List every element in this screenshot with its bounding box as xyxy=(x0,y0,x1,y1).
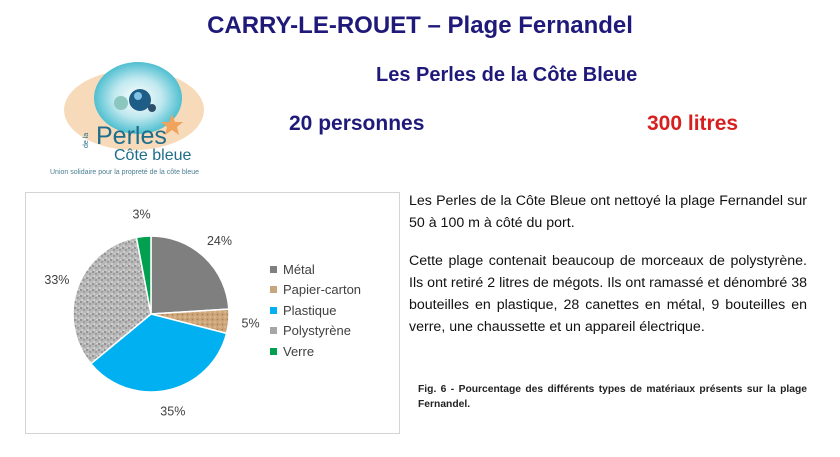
legend-label: Plastique xyxy=(283,302,337,318)
legend-item-verre xyxy=(270,341,361,362)
logo-pearl-small xyxy=(114,96,128,110)
logo xyxy=(48,56,238,180)
legend-item-polystyr-ne xyxy=(270,321,361,342)
legend-swatch xyxy=(270,266,277,273)
persons-count: 20 personnes xyxy=(289,112,425,135)
page-title: CARRY-LE-ROUET – Plage Fernandel xyxy=(207,12,633,39)
paragraph-details: Cette plage contenait beaucoup de morceaux de polystyrène. Ils ont retiré 2 litres de mégots. Ils ont ramassé et dénombré 38 bouteilles en plastique, 28 canettes en métal, 9 bouteilles en verre, une chaussette et un appareil électrique. xyxy=(409,253,807,335)
subtitle: Les Perles de la Côte Bleue xyxy=(376,64,638,86)
paragraph-intro: Les Perles de la Côte Bleue ont nettoyé la plage Fernandel sur 50 à 100 m à côté du port. xyxy=(409,193,807,231)
legend-label: Papier-carton xyxy=(283,282,362,298)
logo-text-cote: Côte bleue xyxy=(114,147,192,164)
legend-item-plastique xyxy=(270,300,361,321)
pie-label-papier-carton: 5% xyxy=(241,316,260,331)
legend-swatch xyxy=(270,286,277,293)
legend-swatch xyxy=(270,348,277,355)
legend-swatch xyxy=(270,327,277,334)
logo-text-perles: Perles xyxy=(96,122,167,150)
pie-label-polystyr-ne: 33% xyxy=(44,273,70,288)
legend-item-m-tal xyxy=(270,259,361,280)
logo-pearl-large xyxy=(129,89,151,111)
pie-label-m-tal: 24% xyxy=(206,234,232,249)
pie-label-plastique: 35% xyxy=(160,404,186,419)
figure-caption: Fig. 6 - Pourcentage des différents types de matériaux présents sur la plage Fernandel. xyxy=(418,384,807,410)
pie-chart xyxy=(25,192,400,434)
legend-swatch xyxy=(270,307,277,314)
logo-tagline: Union solidaire pour la propreté de la côte bleue xyxy=(50,169,200,176)
pie-label-verre: 3% xyxy=(132,207,151,222)
logo-text-small: de la xyxy=(83,132,90,148)
litres-count: 300 litres xyxy=(647,112,739,135)
legend-label: Verre xyxy=(283,343,315,359)
legend-label: Polystyrène xyxy=(283,323,351,339)
legend-item-papier-carton xyxy=(270,280,361,301)
chart-legend xyxy=(270,259,361,362)
legend-label: Métal xyxy=(283,261,315,277)
